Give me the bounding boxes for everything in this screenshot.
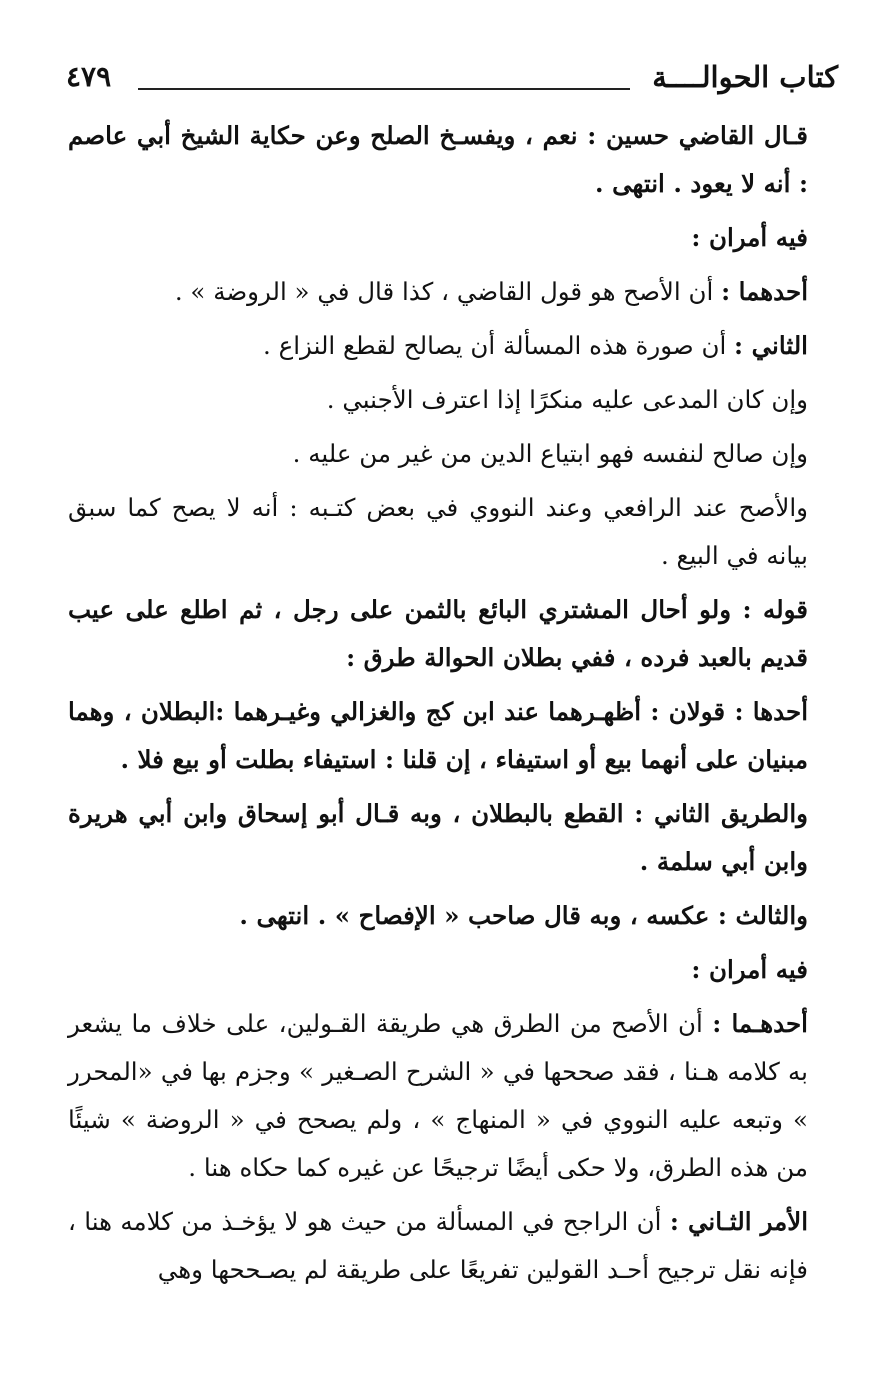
- paragraph-lead: أحدهما :: [721, 277, 808, 306]
- paragraph-text: فيه أمران :: [691, 955, 808, 984]
- header-rule: [138, 88, 630, 90]
- running-title: كتاب الحوالــــة: [652, 60, 838, 94]
- paragraph-lead: الثاني :: [734, 331, 808, 360]
- paragraph-3: [68, 268, 842, 316]
- paragraph-14: [68, 1198, 842, 1294]
- paragraph-5: [68, 376, 842, 424]
- paragraph-9: [68, 688, 842, 784]
- paragraph-10: [68, 790, 842, 886]
- paragraph-text: أن الراجح في المسألة من حيث هو لا يؤخـذ من كلامه هنا ، فإنه نقل ترجيح أحـد القولين تفريعًا على طريقة لم يصـححها وهي: [68, 1207, 808, 1284]
- paragraph-13: [68, 1000, 842, 1192]
- page-body: [68, 112, 842, 1300]
- page-number: ٤٧٩: [66, 60, 112, 93]
- paragraph-6: [68, 430, 842, 478]
- paragraph-12: [68, 946, 842, 994]
- paragraph-text: أن الأصح من الطرق هي طريقة القـولين، على خلاف ما يشعر به كلامه هـنا ، فقد صححها في « الشرح الصـغير » وجزم بها في «المحرر » وتبعه عليه النووي في « المنهاج » ، ولم يصحح في « الروضة » شيئًا من هذه الطرق، ولا حكى أيضًا ترجيحًا عن غيره كما حكاه هنا .: [68, 1009, 808, 1182]
- paragraph-7: [68, 484, 842, 580]
- paragraph-text: والثالث : عكسه ، وبه قال صاحب « الإفصاح » . انتهى .: [239, 901, 808, 930]
- paragraph-11: [68, 892, 842, 940]
- paragraph-text: والأصح عند الرافعي وعند النووي في بعض كتـبه : أنه لا يصح كما سبق بيانه في البيع .: [68, 493, 808, 570]
- paragraph-text: أحدها : قولان : أظهـرهما عند ابن كج والغزالي وغيـرهما :البطلان ، وهما مبنيان على أنهما بيع أو استيفاء ، إن قلنا : استيفاء بطلت أو بيع فلا .: [68, 697, 808, 774]
- paragraph-lead: الأمر الثـاني :: [669, 1207, 808, 1236]
- paragraph-text: أن الأصح هو قول القاضي ، كذا قال في « الروضة » .: [174, 277, 722, 306]
- paragraph-2: [68, 214, 842, 262]
- page-header: [66, 58, 838, 102]
- paragraph-text: قـال القاضي حسين : نعم ، ويفسـخ الصلح وعن حكاية الشيخ أبي عاصم : أنه لا يعود . انتهى .: [68, 121, 808, 198]
- paragraph-1: [68, 112, 842, 208]
- paragraph-lead: أحدهـما :: [712, 1009, 808, 1038]
- paragraph-text: والطريق الثاني : القطع بالبطلان ، وبه قـال أبو إسحاق وابن أبي هريرة وابن أبي سلمة .: [68, 799, 808, 876]
- paragraph-8: [68, 586, 842, 682]
- paragraph-text: وإن كان المدعى عليه منكرًا إذا اعترف الأجنبي .: [326, 385, 808, 414]
- paragraph-text: فيه أمران :: [691, 223, 808, 252]
- paragraph-4: [68, 322, 842, 370]
- paragraph-text: وإن صالح لنفسه فهو ابتياع الدين من غير من عليه .: [292, 439, 808, 468]
- paragraph-text: أن صورة هذه المسألة أن يصالح لقطع النزاع .: [263, 331, 735, 360]
- paragraph-text: قوله : ولو أحال المشتري البائع بالثمن على رجل ، ثم اطلع على عيب قديم بالعبد فرده ، ففي بطلان الحوالة طرق :: [68, 595, 808, 672]
